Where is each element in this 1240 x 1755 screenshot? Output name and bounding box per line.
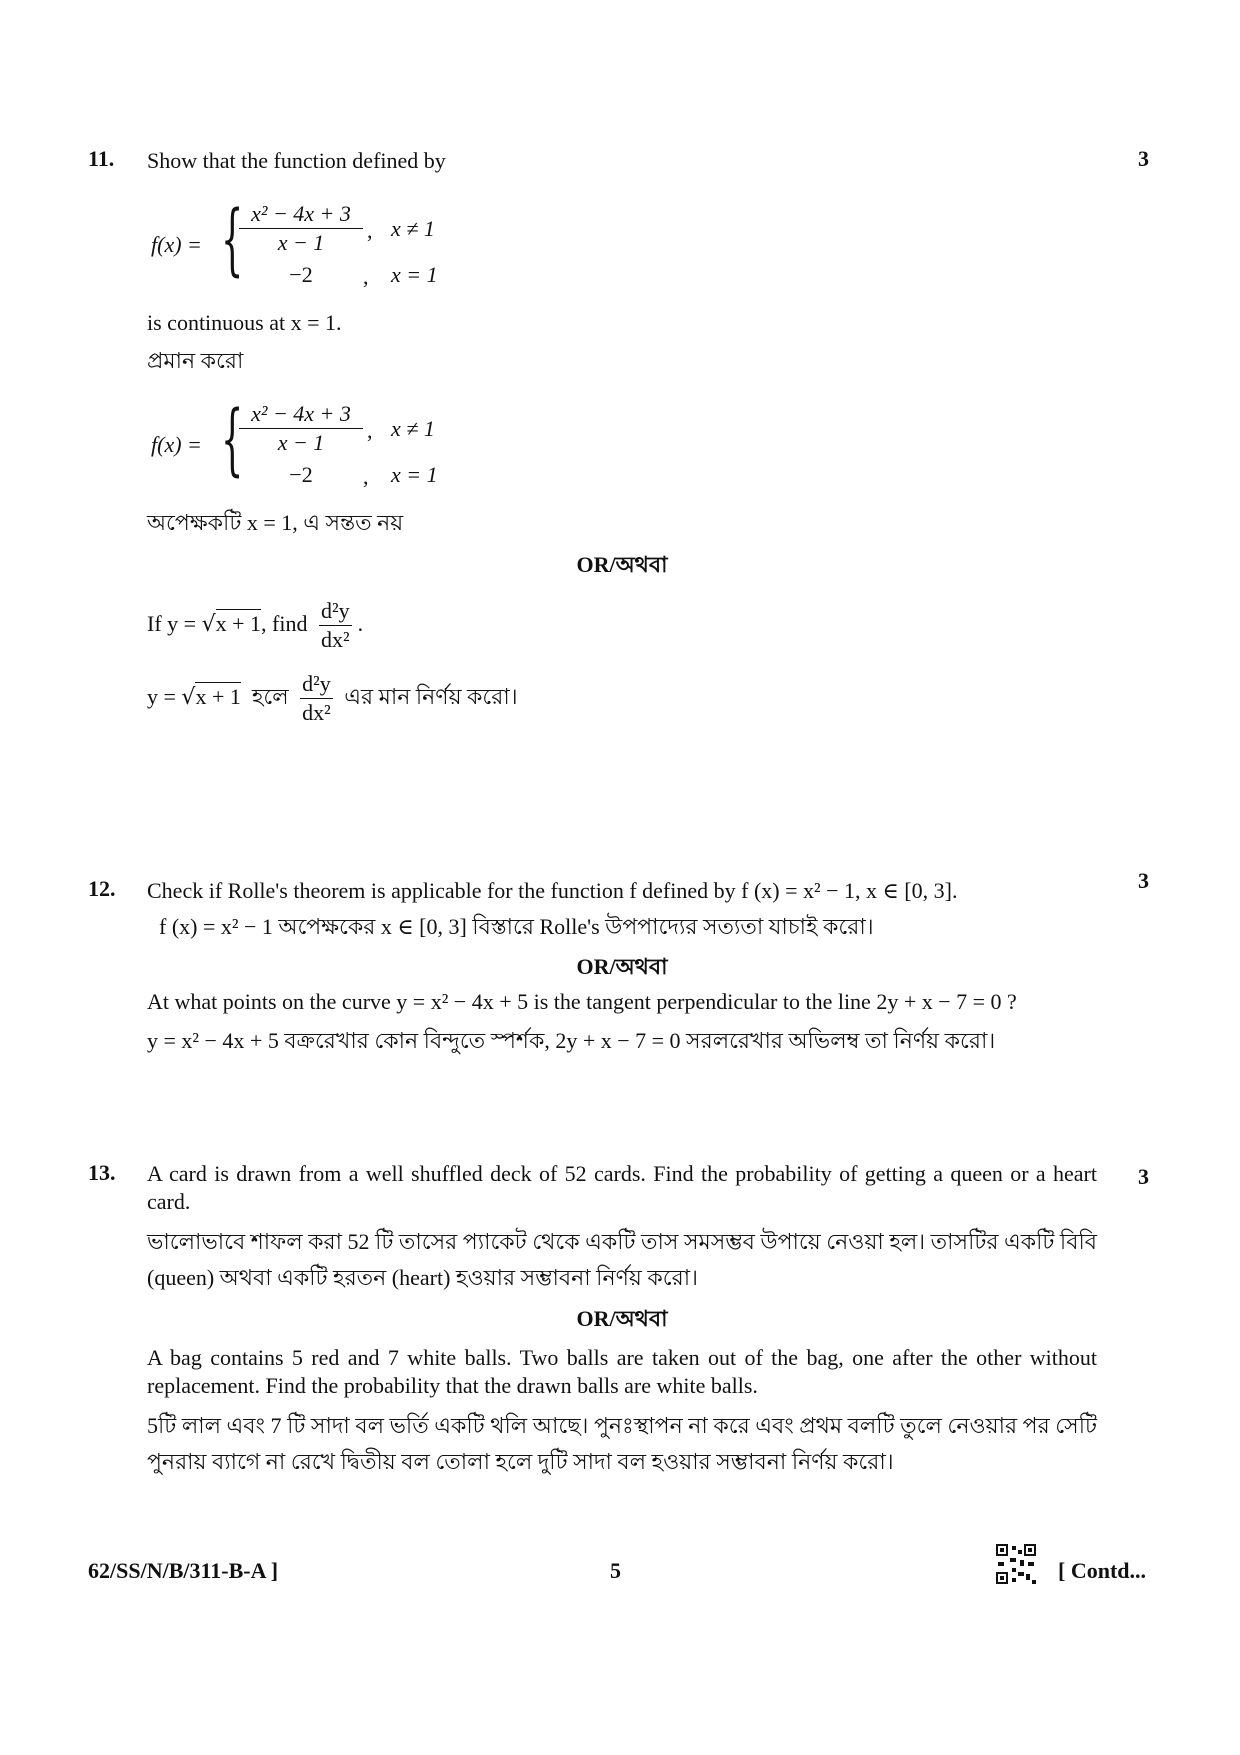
fraction-numerator: d²y: [319, 597, 352, 626]
alt-text: .: [357, 611, 364, 636]
alternative-question-bengali: y = x² − 4x + 5 বক্ররেখার কোন বিন্দুতে স্পর্শক, 2y + x − 7 = 0 সরলরেখার অভিলম্ব তা নির্ণয় করো।: [147, 1028, 996, 1053]
separator: ,: [367, 218, 373, 243]
fraction: [239, 400, 363, 457]
or-separator: OR/অথবা: [576, 552, 668, 577]
sqrt-icon: √: [201, 612, 216, 637]
question-marks: 3: [1138, 146, 1149, 171]
alternative-question-bengali: [147, 665, 1097, 730]
question-marks: 3: [1138, 868, 1149, 893]
piecewise-function: [151, 195, 1097, 298]
case-value: −2: [289, 262, 313, 287]
alt-text: হলে: [251, 684, 289, 709]
separator: ,: [363, 464, 369, 489]
question-number: 13.: [88, 1160, 116, 1185]
fraction-denominator: dx²: [320, 627, 350, 653]
alternative-question-bengali: 5টি লাল এবং 7 টি সাদা বল ভর্তি একটি থলি আছে। পুনঃস্থাপন না করে এবং প্রথম বলটি তুলে নেওয়ার পর সেটি পুনরায় ব্যাগে না রেখে দ্বিতীয় বল তোলা হলে দুটি সাদা বল হওয়ার সম্ভাবনা নির্ণয় করো।: [147, 1413, 1097, 1474]
fraction: [239, 200, 363, 257]
paper-code: 62/SS/N/B/311-B-A ]: [88, 1558, 279, 1583]
alt-text: If y =: [147, 611, 202, 636]
fraction-numerator: x² − 4x + 3: [239, 400, 363, 429]
or-separator: OR/অথবা: [576, 954, 668, 979]
or-separator: OR/অথবা: [576, 1306, 668, 1331]
radicand: x + 1: [215, 611, 262, 636]
condition: x = 1: [391, 262, 438, 287]
function-lhs: f(x) =: [151, 432, 202, 457]
alternative-question: At what points on the curve y = x² − 4x + 5 is the tangent perpendicular to the line 2y + x − 7 = 0 ?: [147, 989, 1017, 1014]
question-body: [147, 146, 1097, 730]
question-text: A card is drawn from a well shuffled deck of 52 cards. Find the probability of getting a queen or a heart card.: [147, 1161, 1097, 1214]
continued-label: [ Contd...: [1058, 1558, 1147, 1583]
qr-code-icon: [996, 1544, 1036, 1584]
question-text-bengali: প্রমান করো: [147, 348, 244, 373]
question-text: is continuous at x = 1.: [147, 310, 342, 335]
separator: ,: [367, 418, 373, 443]
separator: ,: [363, 264, 369, 289]
question-text-bengali: f (x) = x² − 1 অপেক্ষকের x ∈ [0, 3] বিস্তারে Rolle's উপপাদ্যের সত্যতা যাচাই করো।: [159, 914, 874, 939]
question-text-bengali: অপেক্ষকটি x = 1, এ সন্তত নয়: [147, 510, 404, 535]
condition: x = 1: [391, 462, 438, 487]
question-text-bengali: ভালোভাবে শাফল করা 52 টি তাসের প্যাকেট থেকে একটি তাস সমসম্ভব উপায়ে নেওয়া হল। তাসটির একটি বিবি (queen) অথবা একটি হরতন (heart) হওয়ার সম্ভাবনা নির্ণয় করো।: [147, 1229, 1097, 1290]
alt-text: y =: [147, 684, 182, 709]
question-number: 12.: [88, 876, 116, 901]
alternative-question: A bag contains 5 red and 7 white balls. Two balls are taken out of the bag, one after the other without replacement. Find the probability that the drawn balls are white balls.: [147, 1345, 1097, 1398]
page-number: 5: [610, 1558, 621, 1583]
brace-icon: {: [221, 195, 244, 285]
fraction-numerator: x² − 4x + 3: [239, 200, 363, 229]
piecewise-function: [151, 395, 1097, 498]
question-text: Check if Rolle's theorem is applicable for the function f defined by f (x) = x² − 1, x ∈ [0, 3].: [147, 878, 958, 903]
condition: x ≠ 1: [391, 416, 435, 441]
alt-text: , find: [261, 611, 308, 636]
fraction-denominator: x − 1: [277, 230, 325, 255]
alt-text: এর মান নির্ণয় করো।: [344, 684, 518, 709]
question-body: [147, 876, 1097, 1056]
question-body: [147, 1160, 1097, 1480]
fraction-numerator: d²y: [300, 670, 333, 699]
case-value: −2: [289, 462, 313, 487]
fraction-denominator: dx²: [302, 700, 331, 726]
question-text: Show that the function defined by: [147, 148, 446, 173]
brace-icon: {: [221, 395, 244, 485]
sqrt-icon: √: [181, 685, 196, 710]
question-marks: 3: [1138, 1164, 1149, 1189]
fraction-denominator: x − 1: [277, 430, 325, 455]
derivative-fraction: [300, 670, 333, 727]
derivative-fraction: [319, 597, 352, 654]
condition: x ≠ 1: [391, 216, 435, 241]
alternative-question: [147, 592, 1097, 657]
function-lhs: f(x) =: [151, 232, 202, 257]
question-number: 11.: [88, 146, 115, 171]
radicand: x + 1: [195, 684, 241, 709]
